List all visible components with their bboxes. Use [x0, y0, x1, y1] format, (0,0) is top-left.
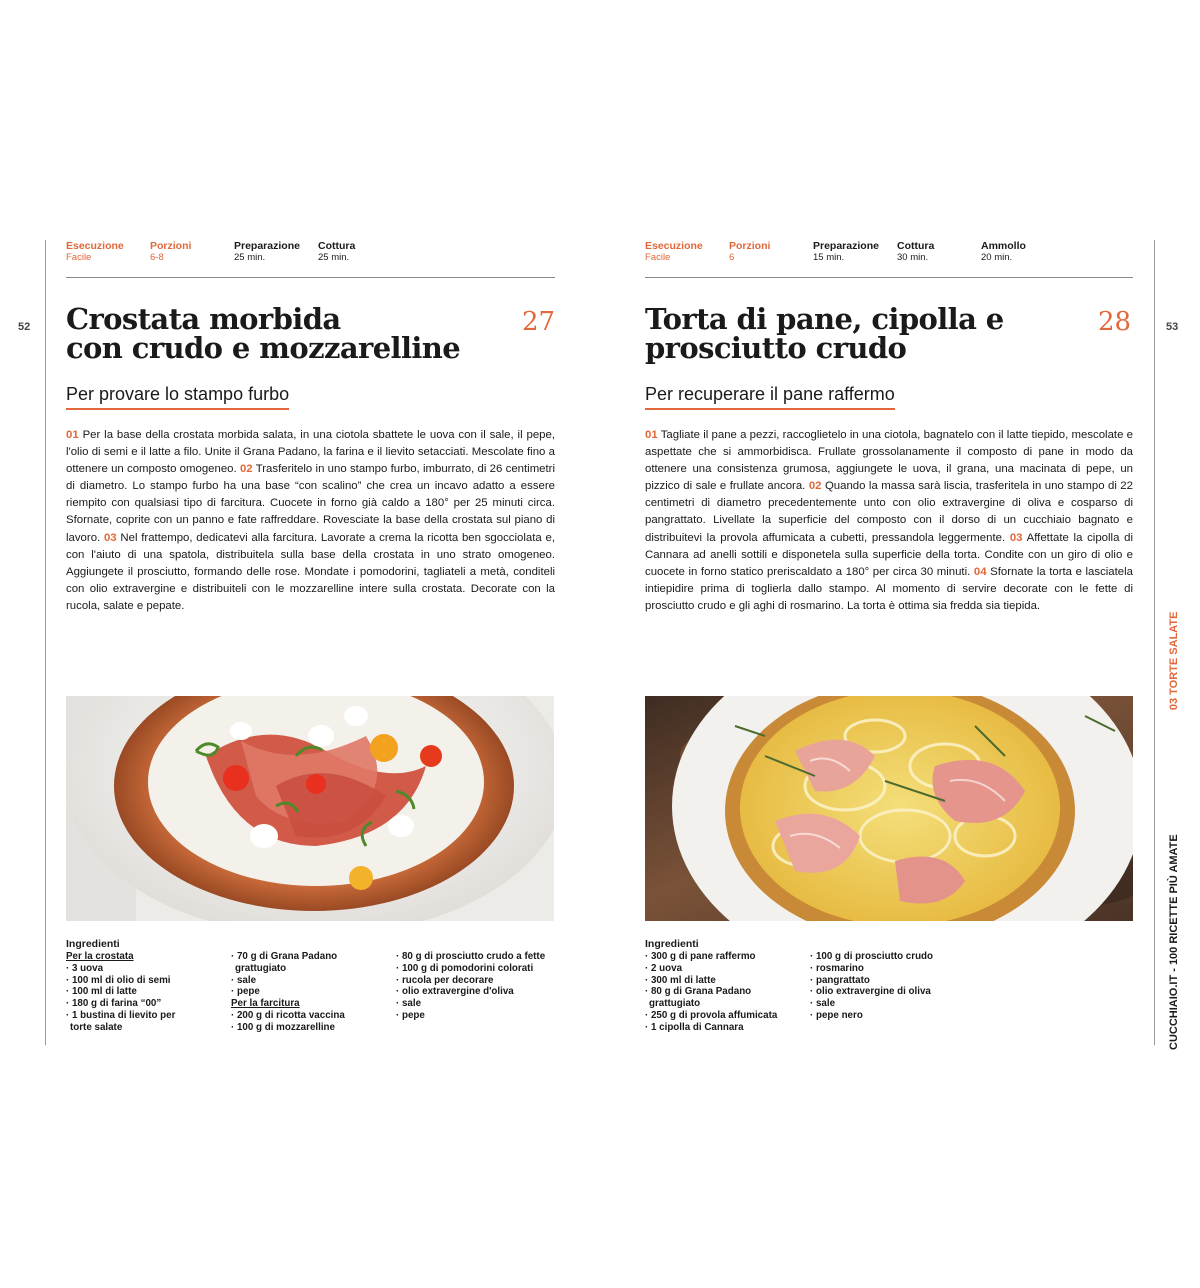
ingredient-item: · 80 g di Grana Padano — [645, 986, 752, 998]
title-line: con crudo e mozzarelline — [66, 331, 461, 365]
meta-value: Facile — [645, 252, 671, 263]
side-running-head-text — [1168, 560, 1180, 1050]
recipe-method-right — [645, 427, 1133, 615]
step-number: 03 — [1009, 531, 1023, 544]
step-number: 02 — [239, 463, 253, 476]
meta-preparation — [234, 240, 300, 264]
step-text: Affettate la cipolla di Cannara ad anelli sottili e disponetela sulla superficie della torta. Condite con un giro di olio e cuocete in forno statico preriscaldato a 180° per circa 30 minuti. — [645, 531, 1133, 578]
page-number-left: 52 — [18, 321, 31, 333]
title-line: Crostata morbida — [66, 302, 341, 336]
ingredient-item: · 3 uova — [66, 962, 104, 974]
ingredient-item: torte salate — [70, 1021, 123, 1033]
ingredient-item: · 70 g di Grana Padano — [231, 951, 338, 962]
step-text: Trasferitelo in uno stampo furbo, imburrato, di 26 centimetri di diametro. Lo stampo furbo ha una base “con scalino” che crea un incavo adatto a essere riempito con qualsiasi tipo di farcitura. Cuocete in forno già caldo a 180° per 25 minuti circa. Sfornate, coprite con un panno e fate raffreddare. Rovesciate la base della crostata sul piano di lavoro. — [66, 463, 556, 544]
ingredient-item: · sale — [810, 998, 836, 1010]
ingredient-item: · rucola per decorare — [396, 974, 494, 986]
meta-value: 30 min. — [897, 252, 929, 263]
meta-label: Ammollo — [981, 240, 1026, 252]
meta-value: Facile — [66, 252, 92, 263]
ingredient-column — [645, 951, 777, 1034]
ingredient-group-heading: Per la farcitura — [231, 998, 300, 1010]
step-number: 03 — [103, 531, 117, 544]
recipe-subtitle-left: Per provare lo stampo furbo — [66, 384, 289, 410]
recipe-subtitle-right: Per recuperare il pane raffermo — [645, 384, 895, 410]
meta-servings — [729, 240, 770, 264]
ingredient-item: · 100 g di pomodorini colorati — [396, 962, 534, 974]
recipe-method-left — [66, 427, 555, 615]
ingredient-column — [810, 951, 933, 1022]
ingredient-item: · 100 g di mozzarelline — [231, 1021, 335, 1033]
ingredient-item: · 200 g di ricotta vaccina — [231, 1009, 345, 1021]
ingredient-item: · 300 ml di latte — [645, 974, 716, 986]
ingredient-item: · rosmarino — [810, 962, 864, 974]
book-title: CUCCHIAIO.IT - 100 RICETTE PIÙ AMATE — [1168, 834, 1180, 1050]
meta-label: Esecuzione — [66, 240, 124, 252]
right-margin-rule — [1154, 240, 1155, 1045]
meta-label: Preparazione — [813, 240, 879, 252]
ingredient-item: · 2 uova — [645, 962, 683, 974]
ingredient-group-heading: Per la crostata — [66, 951, 134, 962]
meta-preparation — [813, 240, 879, 264]
ingredients-title-right: Ingredienti — [645, 938, 699, 950]
meta-cooking — [318, 240, 355, 264]
ingredient-item: · olio extravergine d'oliva — [396, 986, 514, 998]
ingredient-item: · sale — [396, 998, 422, 1010]
meta-difficulty — [66, 240, 124, 264]
section-title: 03 TORTE SALATE — [1168, 611, 1180, 711]
ingredient-item: · 1 bustina di lievito per — [66, 1009, 176, 1021]
ingredient-item: · 80 g di prosciutto crudo a fette — [396, 951, 546, 962]
meta-label: Esecuzione — [645, 240, 703, 252]
ingredients-title-left: Ingredienti — [66, 938, 120, 950]
ingredient-item: · 300 g di pane raffermo — [645, 951, 756, 962]
page-number-right: 53 — [1166, 321, 1179, 333]
ingredient-item: · olio extravergine di oliva — [810, 986, 931, 998]
meta-label: Porzioni — [729, 240, 771, 252]
recipe-title-left — [66, 302, 506, 365]
step-text: Nel frattempo, dedicatevi alla farcitura. Lavorate a crema la ricotta ben sgocciolata e, con l'aiuto di una spatola, distribuitela sulla base della crostata in uno strato omogeneo. Aggiungete il prosciutto, formando delle rose. Mondate i pomodorini, tagliateli a metà, conditeli con olio extravergine e distribuiteli con le mozzarelline intere sulla crostata. Decorate con la rucola, salate e pepate. — [66, 531, 555, 612]
meta-difficulty — [645, 240, 703, 264]
ingredient-item: grattugiato — [649, 998, 701, 1010]
step-number: 01 — [66, 429, 79, 441]
dish-photo-crostata — [66, 696, 554, 921]
meta-label: Porzioni — [150, 240, 192, 252]
ingredient-column — [396, 951, 545, 1022]
ingredient-item: · 100 ml di olio di semi — [66, 974, 171, 986]
header-rule-right — [645, 277, 1133, 278]
step-text: Quando la massa sarà liscia, trasferitela in uno stampo di 22 centimetri di diametro precedentemente unto con olio extravergine di oliva e cosparso di pangrattato. Livellate la superficie del composto con il dorso di un cucchiaio bagnato e distribuitevi la provola affumicata a cubetti, pressandola leggermente. — [645, 480, 1133, 544]
meta-value: 20 min. — [981, 252, 1013, 263]
ingredient-item: · pepe nero — [810, 1009, 863, 1021]
meta-label: Cottura — [318, 240, 356, 252]
crostata-illustration — [66, 696, 554, 921]
recipe-title-right — [645, 302, 1085, 365]
meta-soaking — [981, 240, 1026, 264]
ingredient-item: · pepe — [231, 986, 260, 998]
ingredient-column — [231, 951, 345, 1034]
ingredient-item: · 1 cipolla di Cannara — [645, 1021, 744, 1033]
ingredient-column — [66, 951, 175, 1034]
step-number: 01 — [645, 429, 658, 441]
ingredient-item: · 100 g di prosciutto crudo — [810, 951, 934, 962]
meta-value: 25 min. — [234, 252, 266, 263]
ingredient-item: · 250 g di provola affumicata — [645, 1009, 778, 1021]
recipe-number-left: 27 — [522, 307, 556, 337]
ingredient-item: · pepe — [396, 1009, 425, 1021]
recipe-number-right: 28 — [1098, 307, 1132, 337]
step-text: Per la base della crostata morbida salata, in una ciotola sbattete le uova con il sale, il pepe, l'olio di semi e il latte a filo. Unite il Grana Padano, la farina e il lievito setacciati. Mescolate fino a ottenere un composto omogeneo. — [66, 429, 555, 476]
step-text: Sfornate la torta e lasciatela intiepidire prima di toglierla dallo stampo. Al momento di servire decorate con le fette di prosciutto crudo e gli aghi di rosmarino. La torta è ottima sia fredda sia tiepida. — [645, 565, 1133, 612]
meta-label: Cottura — [897, 240, 935, 252]
meta-value: 15 min. — [813, 252, 845, 263]
side-running-head — [1163, 560, 1185, 1050]
meta-servings — [150, 240, 191, 264]
ingredient-item: grattugiato — [235, 962, 287, 974]
step-number: 04 — [973, 565, 987, 578]
dish-photo-torta-di-pane — [645, 696, 1133, 921]
left-margin-rule — [45, 240, 46, 1045]
ingredient-item: · sale — [231, 974, 257, 986]
step-text: Tagliate il pane a pezzi, raccoglietelo in una ciotola, bagnatelo con il latte tiepido, mescolate e aspettate che si ammorbidisca. Frullate grossolanamente il composto di pane in modo da ottenere una consistenza grumosa, aggiungete le uova, il grana, una macinata di pepe, un pizzico di sale e frullate ancora. — [645, 429, 1133, 493]
ingredient-item: · 180 g di farina “00” — [66, 998, 162, 1010]
step-number: 02 — [808, 480, 822, 493]
meta-value: 25 min. — [318, 252, 350, 263]
torta-illustration — [645, 696, 1133, 921]
title-line: prosciutto crudo — [645, 331, 907, 365]
meta-label: Preparazione — [234, 240, 300, 252]
meta-value: 6-8 — [150, 252, 164, 263]
ingredient-item: · 100 ml di latte — [66, 986, 137, 998]
header-rule-left — [66, 277, 555, 278]
meta-cooking — [897, 240, 934, 264]
title-line: Torta di pane, cipolla e — [645, 302, 1004, 336]
meta-value: 6 — [729, 252, 735, 263]
ingredient-item: · pangrattato — [810, 974, 870, 986]
